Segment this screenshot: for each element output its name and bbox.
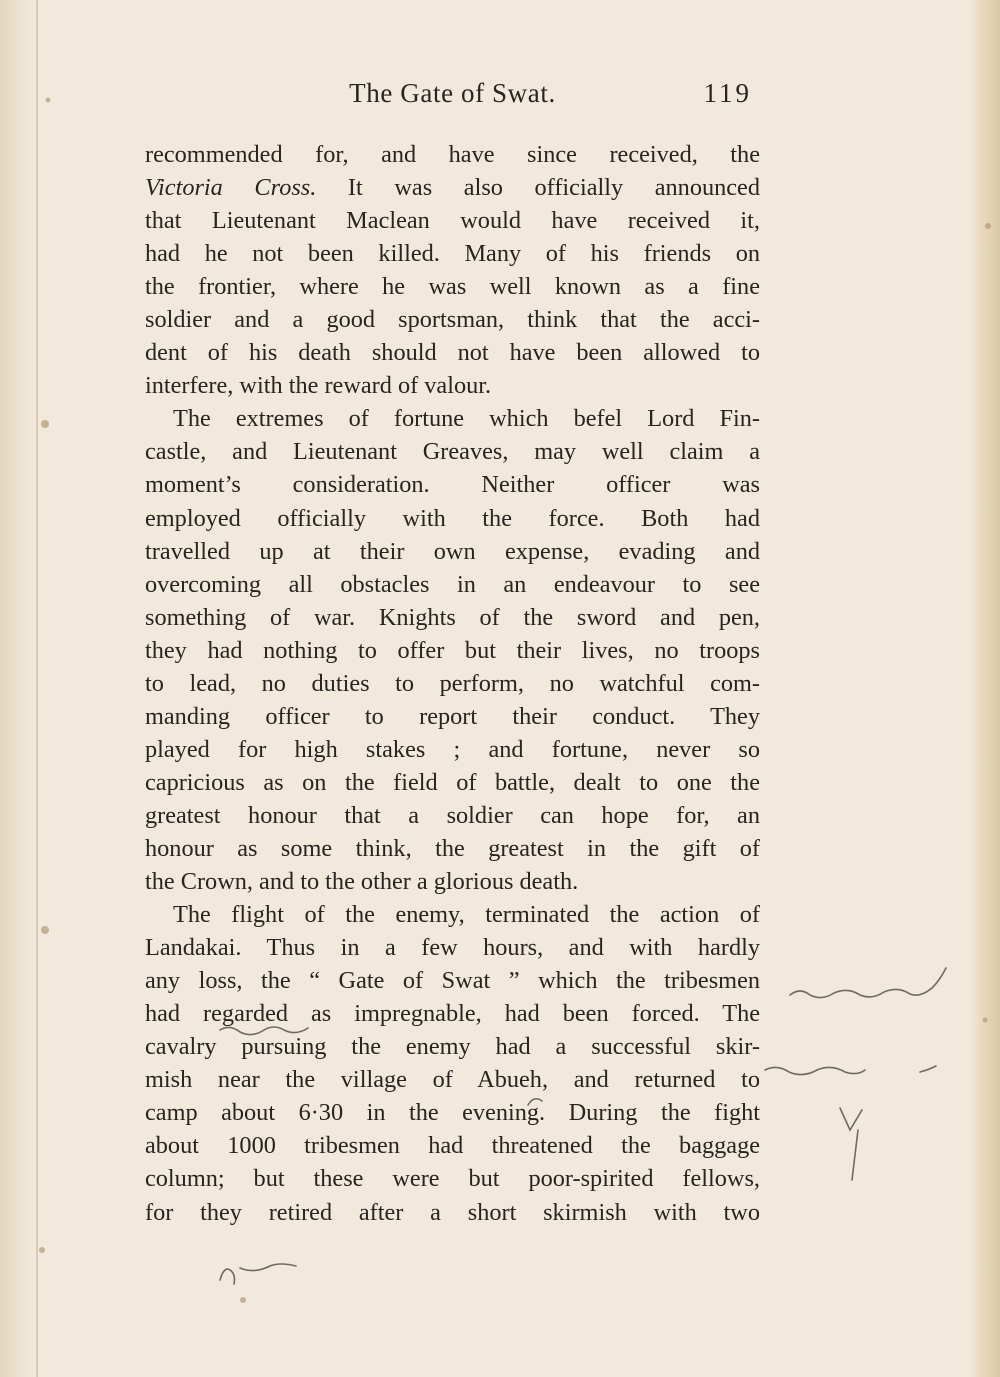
- text-line: something of war. Knights of the sword and pen,: [145, 603, 760, 631]
- text-line: overcoming all obstacles in an endeavour to see: [145, 570, 760, 598]
- pencil-scribble: [840, 1108, 862, 1130]
- paragraph-2: [145, 402, 760, 898]
- text-line: honour as some think, the greatest in the gift of: [145, 834, 760, 862]
- page-header: [145, 78, 760, 118]
- text-line: they had nothing to offer but their lives, no troops: [145, 636, 760, 664]
- text-line: for they retired after a short skirmish with two: [145, 1198, 760, 1226]
- text-line: employed officially with the force. Both had: [145, 504, 760, 532]
- pencil-scribble: [220, 1264, 296, 1284]
- text-line-rest: It was also officially announced: [316, 174, 760, 202]
- pencil-scribble: [920, 1066, 936, 1072]
- binding-gutter: [36, 0, 38, 1377]
- running-head: The Gate of Swat.: [349, 78, 556, 108]
- text-line: dent of his death should not have been allowed to: [145, 339, 760, 367]
- foxing-spot: [39, 1247, 45, 1253]
- pencil-scribble: [765, 1067, 865, 1074]
- page-left-edge: [0, 0, 38, 1377]
- text-line: [145, 171, 760, 204]
- page-right-edge: [970, 0, 1000, 1377]
- foxing-spot: [46, 98, 51, 103]
- foxing-spot: [41, 926, 49, 934]
- text-line: the frontier, where he was well known as a fine: [145, 273, 760, 301]
- text-line: that Lieutenant Maclean would have received it,: [145, 207, 760, 235]
- text-line: had regarded as impregnable, had been forced. The: [145, 1000, 760, 1028]
- body-text: [145, 138, 760, 1229]
- text-line: The extremes of fortune which befel Lord Fin-: [173, 405, 760, 433]
- text-line: travelled up at their own expense, evading and: [145, 537, 760, 565]
- text-line: column; but these were but poor-spirited fellows,: [145, 1165, 760, 1193]
- pencil-scribble: [790, 968, 946, 998]
- pencil-scribble: [852, 1130, 858, 1180]
- text-line: capricious as on the field of battle, dealt to one the: [145, 768, 760, 796]
- text-line: cavalry pursuing the enemy had a successful skir-: [145, 1033, 760, 1061]
- text-line: played for high stakes ; and fortune, never so: [145, 735, 760, 763]
- text-line: interfere, with the reward of valour.: [145, 372, 492, 400]
- page-number: 119: [703, 78, 752, 108]
- text-line: moment’s consideration. Neither officer was: [145, 471, 760, 499]
- text-line: soldier and a good sportsman, think that the acci-: [145, 306, 760, 334]
- text-line: Landakai. Thus in a few hours, and with hardly: [145, 934, 760, 962]
- text-line: mish near the village of Abueh, and returned to: [145, 1066, 760, 1094]
- text-line: any loss, the “ Gate of Swat ” which the tribesmen: [145, 967, 760, 995]
- text-line: manding officer to report their conduct. They: [145, 702, 760, 730]
- text-line: the Crown, and to the other a glorious death.: [145, 868, 579, 896]
- italic-title: Victoria Cross.: [145, 174, 317, 202]
- text-line: about 1000 tribesmen had threatened the baggage: [145, 1132, 760, 1160]
- foxing-spot: [240, 1297, 246, 1303]
- text-line: had he not been killed. Many of his friends on: [145, 240, 760, 268]
- text-line: recommended for, and have since received, the: [145, 141, 760, 168]
- text-line: camp about 6·30 in the evening. During the fight: [145, 1099, 760, 1127]
- foxing-spot: [41, 420, 49, 428]
- paragraph-3: [145, 898, 760, 1228]
- text-line: to lead, no duties to perform, no watchful com-: [145, 669, 760, 697]
- text-line: The flight of the enemy, terminated the action of: [173, 901, 760, 929]
- text-line: greatest honour that a soldier can hope for, an: [145, 801, 760, 829]
- paragraph-1: [145, 138, 760, 402]
- text-line: castle, and Lieutenant Greaves, may well claim a: [145, 438, 760, 466]
